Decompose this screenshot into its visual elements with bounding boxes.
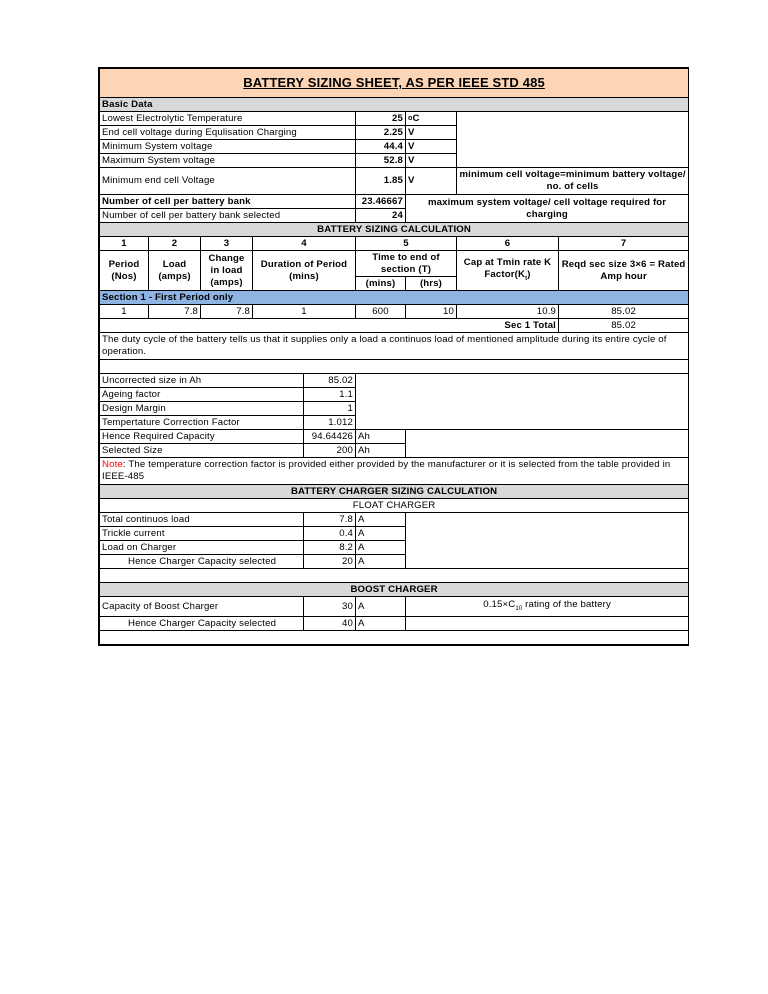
basic-row-value: 52.8 — [356, 154, 406, 168]
basic-row-unit: V — [406, 126, 457, 140]
calc-cell-cap-factor: 10.9 — [457, 305, 559, 319]
col-number: 6 — [457, 237, 559, 251]
basic-row-name: Lowest Electrolytic Temperature — [100, 112, 356, 126]
cells-selected-value: 24 — [356, 209, 406, 223]
sizing-row-value: 1 — [304, 402, 356, 416]
calc-cell-reqd: 85.02 — [559, 305, 689, 319]
basic-row-name: Maximum System voltage — [100, 154, 356, 168]
spacer-row — [100, 631, 689, 645]
sizing-row-name: Tempertature Correction Factor — [100, 416, 304, 430]
header-change-in-load: Change in load (amps) — [201, 251, 253, 291]
spacer-row — [100, 569, 689, 583]
basic-row-unit: $^o$C — [406, 112, 457, 126]
basic-row-value: 25 — [356, 112, 406, 126]
duty-cycle-text: The duty cycle of the battery tells us that it supplies only a load a continuos load of mentioned amplitude during its entire cycle of operation. — [100, 333, 689, 360]
header-hrs: (hrs) — [406, 277, 457, 291]
basic-row-value: 2.25 — [356, 126, 406, 140]
spacer-row — [100, 360, 689, 374]
charger-header: BATTERY CHARGER SIZING CALCULATION — [100, 485, 689, 499]
sizing-row-value: 85.02 — [304, 374, 356, 388]
cells-label: Number of cell per battery bank — [100, 195, 356, 209]
sizing-row-name: Ageing factor — [100, 388, 304, 402]
charger-row-unit: A — [356, 555, 406, 569]
header-period: Period (Nos) — [100, 251, 149, 291]
boost-row-unit: A — [356, 617, 406, 631]
sizing-row-value: 1.012 — [304, 416, 356, 430]
basic-row-value: 1.85 — [356, 168, 406, 195]
charger-row-value: 7.8 — [304, 513, 356, 527]
battery-sizing-sheet — [98, 67, 689, 646]
float-charger-label: FLOAT CHARGER — [100, 499, 689, 513]
cell-voltage-note: minimum cell voltage=minimum battery voltage/ no. of cells — [457, 168, 689, 195]
basic-row-value: 44.4 — [356, 140, 406, 154]
charger-row-name: Trickle current — [100, 527, 304, 541]
charger-row-name: Load on Charger — [100, 541, 304, 555]
sizing-table — [99, 68, 689, 645]
header-duration: Duration of Period (mins) — [253, 251, 356, 291]
sizing-row-value: 1.1 — [304, 388, 356, 402]
charger-row-unit: A — [356, 541, 406, 555]
section-total-value: 85.02 — [559, 319, 689, 333]
sizing-row-unit: Ah — [356, 430, 406, 444]
sizing-row-value: 200 — [304, 444, 356, 458]
calc-cell-load: 7.8 — [149, 305, 201, 319]
sizing-row-unit: Ah — [356, 444, 406, 458]
basic-row-unit: V — [406, 140, 457, 154]
col-number: 7 — [559, 237, 689, 251]
basic-row-name: Minimum System voltage — [100, 140, 356, 154]
charging-note: maximum system voltage/ cell voltage required for charging — [406, 195, 689, 223]
boost-row-unit: A — [356, 597, 406, 617]
basic-row-name: Minimum end cell Voltage — [100, 168, 356, 195]
header-cap-factor: Cap at Tmin rate K $Factor(K_t)$ — [457, 251, 559, 291]
sizing-row-value: 94.64426 — [304, 430, 356, 444]
calc-cell-change: 7.8 — [201, 305, 253, 319]
sizing-row-name: Selected Size — [100, 444, 304, 458]
basic-row-name: End cell voltage during Equlisation Charging — [100, 126, 356, 140]
basic-row-unit: V — [406, 168, 457, 195]
basic-row-unit: V — [406, 154, 457, 168]
charger-row-name: Hence Charger Capacity selected — [100, 555, 304, 569]
col-number: 5 — [356, 237, 457, 251]
section-total-label: Sec 1 Total — [100, 319, 559, 333]
header-time-to-end: Time to end of section (T) — [356, 251, 457, 277]
sizing-row-name: Uncorrected size in Ah — [100, 374, 304, 388]
calc-cell-hrs: 10 — [406, 305, 457, 319]
calc-header: BATTERY SIZING CALCULATION — [100, 223, 689, 237]
header-mins: (mins) — [356, 277, 406, 291]
sizing-row-name: Design Margin — [100, 402, 304, 416]
header-reqd-size: Reqd sec size 3×6 = Rated Amp hour — [559, 251, 689, 291]
boost-row-value: 30 — [304, 597, 356, 617]
charger-row-value: 8.2 — [304, 541, 356, 555]
charger-row-unit: A — [356, 527, 406, 541]
col-number: 4 — [253, 237, 356, 251]
charger-row-value: 20 — [304, 555, 356, 569]
calc-cell-duration: 1 — [253, 305, 356, 319]
col-number: 3 — [201, 237, 253, 251]
col-number: 2 — [149, 237, 201, 251]
boost-row-name: Capacity of Boost Charger — [100, 597, 304, 617]
charger-row-unit: A — [356, 513, 406, 527]
header-load: Load (amps) — [149, 251, 201, 291]
boost-row-value: 40 — [304, 617, 356, 631]
calc-cell-mins: 600 — [356, 305, 406, 319]
sizing-row-name: Hence Required Capacity — [100, 430, 304, 444]
boost-charger-header: BOOST CHARGER — [100, 583, 689, 597]
basic-data-header: Basic Data — [100, 98, 689, 112]
sheet-title: BATTERY SIZING SHEET, AS PER IEEE STD 485 — [100, 69, 689, 98]
charger-row-value: 0.4 — [304, 527, 356, 541]
cells-selected-label: Number of cell per battery bank selected — [100, 209, 356, 223]
calc-cell-period: 1 — [100, 305, 149, 319]
boost-note: $0.15\times C_{10}$ rating of the battery — [406, 597, 689, 617]
col-number: 1 — [100, 237, 149, 251]
section-label: Section 1 - First Period only — [100, 291, 689, 305]
note-label: Note — [102, 459, 123, 470]
cells-value: 23.46667 — [356, 195, 406, 209]
charger-row-name: Total continuos load — [100, 513, 304, 527]
boost-row-name: Hence Charger Capacity selected — [100, 617, 304, 631]
note-text: Note: The temperature correction factor is provided either provided by the manufacturer or it is selected from the table provided in IEEE-485 — [100, 458, 689, 485]
